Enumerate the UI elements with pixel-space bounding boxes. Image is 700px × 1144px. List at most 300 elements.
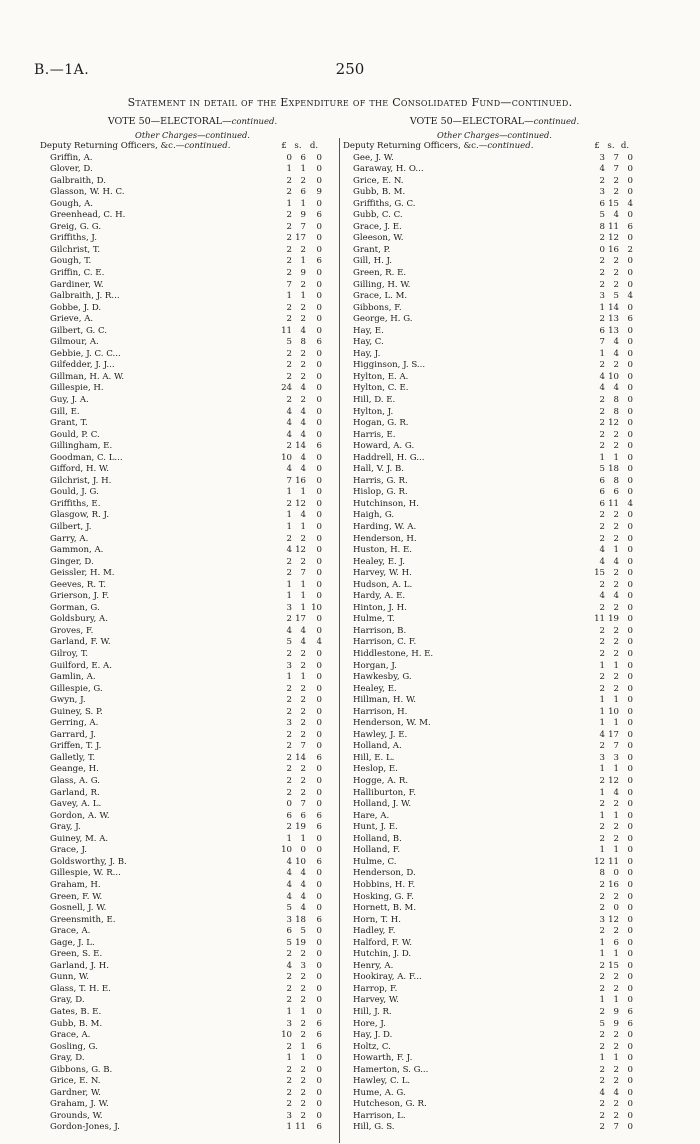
payee-name: Gill, H. J. bbox=[353, 256, 393, 267]
table-row bbox=[343, 522, 646, 534]
amount-pounds: 1 bbox=[599, 706, 605, 717]
table-row bbox=[40, 187, 345, 199]
payee-name: Greig, G. G. bbox=[50, 221, 102, 232]
amount-pence: 0 bbox=[316, 1064, 322, 1075]
amount-pounds: 2 bbox=[599, 360, 605, 371]
amount-pence: 0 bbox=[316, 579, 322, 590]
amount-pence: 0 bbox=[627, 302, 633, 313]
amount-shillings: 1 bbox=[300, 1006, 306, 1017]
unit-pounds: £ bbox=[594, 141, 600, 151]
amount-pounds: 1 bbox=[286, 164, 292, 175]
table-row bbox=[40, 857, 345, 869]
payee-name: Green, F. W. bbox=[50, 891, 103, 902]
amount-pence: 0 bbox=[316, 1087, 322, 1098]
amount-pence: 0 bbox=[316, 949, 322, 960]
table-row bbox=[40, 303, 345, 315]
payee-name: Hume, A. G. bbox=[353, 1087, 406, 1098]
amount-pence: 0 bbox=[627, 348, 633, 359]
payee-name: Guilford, E. A. bbox=[50, 660, 112, 671]
table-row bbox=[343, 707, 646, 719]
payee-name: Hill, D. E. bbox=[353, 394, 396, 405]
amount-shillings: 2 bbox=[613, 1041, 619, 1052]
amount-pence: 6 bbox=[316, 856, 322, 867]
payee-name: Harris, E. bbox=[353, 429, 396, 440]
amount-pounds: 2 bbox=[286, 244, 292, 255]
amount-pounds: 5 bbox=[599, 1018, 605, 1029]
amount-shillings: 1 bbox=[613, 545, 619, 556]
payee-name: Glass, A. G. bbox=[50, 776, 100, 787]
statement-title bbox=[0, 96, 700, 109]
amount-pence: 0 bbox=[627, 960, 633, 971]
amount-pounds: 4 bbox=[599, 591, 605, 602]
table-row bbox=[40, 637, 345, 649]
table-row bbox=[343, 314, 646, 326]
amount-shillings: 15 bbox=[608, 960, 619, 971]
amount-pounds: 11 bbox=[281, 325, 292, 336]
payee-name: Gordon-Jones, J. bbox=[50, 1122, 120, 1133]
payee-name: Guiney, M. A. bbox=[50, 833, 109, 844]
table-row bbox=[40, 1088, 345, 1100]
amount-pence: 0 bbox=[316, 371, 322, 382]
amount-pence: 6 bbox=[316, 822, 322, 833]
amount-pence: 0 bbox=[316, 244, 322, 255]
amount-pence: 0 bbox=[627, 706, 633, 717]
table-row bbox=[40, 718, 345, 730]
table-row bbox=[40, 614, 345, 626]
amount-pence: 0 bbox=[316, 545, 322, 556]
payee-name: Gray, D. bbox=[50, 1053, 85, 1064]
table-row bbox=[40, 222, 345, 234]
table-row bbox=[343, 407, 646, 419]
table-row bbox=[40, 360, 345, 372]
payee-name: Hay, J. bbox=[353, 348, 381, 359]
amount-pounds: 1 bbox=[286, 1053, 292, 1064]
table-row bbox=[343, 176, 646, 188]
amount-pounds: 4 bbox=[599, 545, 605, 556]
amount-pence: 0 bbox=[627, 625, 633, 636]
table-row bbox=[343, 995, 646, 1007]
amount-shillings: 1 bbox=[613, 452, 619, 463]
table-row bbox=[343, 430, 646, 442]
amount-shillings: 1 bbox=[300, 1041, 306, 1052]
amount-pounds: 3 bbox=[599, 152, 605, 163]
table-row bbox=[343, 1030, 646, 1042]
payee-name: Henry, A. bbox=[353, 960, 394, 971]
payee-name: Gilfedder, J. J... bbox=[50, 360, 115, 371]
amount-pounds: 4 bbox=[599, 164, 605, 175]
table-row bbox=[343, 568, 646, 580]
amount-pounds: 3 bbox=[599, 752, 605, 763]
amount-pounds: 4 bbox=[286, 625, 292, 636]
amount-shillings: 2 bbox=[613, 649, 619, 660]
category-text: Deputy Returning Officers, &c.— bbox=[343, 141, 488, 151]
amount-pence: 0 bbox=[627, 845, 633, 856]
payee-name: Hill, G. S. bbox=[353, 1122, 395, 1133]
amount-shillings: 2 bbox=[300, 556, 306, 567]
amount-shillings: 2 bbox=[613, 1030, 619, 1041]
amount-shillings: 4 bbox=[300, 637, 306, 648]
amount-pence: 0 bbox=[316, 960, 322, 971]
amount-shillings: 2 bbox=[613, 187, 619, 198]
table-row bbox=[343, 557, 646, 569]
table-row bbox=[40, 684, 345, 696]
amount-pounds: 4 bbox=[286, 429, 292, 440]
amount-pounds: 2 bbox=[286, 1076, 292, 1087]
payee-name: Gilchrist, T. bbox=[50, 244, 101, 255]
table-row bbox=[40, 557, 345, 569]
vote-heading-left bbox=[40, 115, 345, 129]
payee-name: Gorman, G. bbox=[50, 602, 100, 613]
payee-name: Healey, E. bbox=[353, 683, 397, 694]
amount-pence: 6 bbox=[316, 1030, 322, 1041]
amount-shillings: 2 bbox=[300, 995, 306, 1006]
payee-name: Hutcheson, G. R. bbox=[353, 1099, 427, 1110]
payee-name: Halford, F. W. bbox=[353, 937, 412, 948]
payee-name: Gilmour, A. bbox=[50, 337, 99, 348]
payee-name: Gubb, C. C. bbox=[353, 210, 403, 221]
amount-shillings: 18 bbox=[295, 914, 306, 925]
table-row bbox=[343, 1099, 646, 1111]
amount-pounds: 2 bbox=[599, 418, 605, 429]
amount-shillings: 1 bbox=[613, 764, 619, 775]
payee-name: Hylton, E. A. bbox=[353, 371, 409, 382]
amount-pence: 0 bbox=[627, 799, 633, 810]
amount-shillings: 2 bbox=[613, 799, 619, 810]
payee-name: Gillman, H. A. W. bbox=[50, 371, 125, 382]
amount-shillings: 18 bbox=[608, 464, 619, 475]
amount-shillings: 2 bbox=[613, 891, 619, 902]
table-row bbox=[40, 695, 345, 707]
amount-pounds: 2 bbox=[599, 233, 605, 244]
amount-shillings: 2 bbox=[613, 441, 619, 452]
amount-shillings: 7 bbox=[613, 741, 619, 752]
amount-pence: 0 bbox=[627, 891, 633, 902]
amount-pounds: 2 bbox=[599, 637, 605, 648]
payee-name: Gibbons, G. B. bbox=[50, 1064, 113, 1075]
amount-pounds: 2 bbox=[286, 995, 292, 1006]
payee-name: Gill, E. bbox=[50, 406, 80, 417]
payee-name: Gates, B. E. bbox=[50, 1006, 102, 1017]
amount-shillings: 2 bbox=[613, 568, 619, 579]
amount-pence: 0 bbox=[316, 903, 322, 914]
amount-pence: 0 bbox=[316, 175, 322, 186]
amount-pounds: 2 bbox=[286, 221, 292, 232]
amount-shillings: 10 bbox=[295, 856, 306, 867]
table-row bbox=[343, 337, 646, 349]
amount-pounds: 0 bbox=[599, 244, 605, 255]
amount-pounds: 2 bbox=[599, 799, 605, 810]
amount-shillings: 16 bbox=[295, 475, 306, 486]
payee-name: Harris, G. R. bbox=[353, 475, 408, 486]
amount-pounds: 2 bbox=[599, 522, 605, 532]
payee-name: Gray, J. bbox=[50, 822, 81, 833]
payee-name: Gilbert, G. C. bbox=[50, 325, 107, 336]
payee-name: Glover, D. bbox=[50, 164, 93, 175]
payee-name: Goodman, C. L... bbox=[50, 452, 123, 463]
table-row bbox=[343, 764, 646, 776]
amount-pence: 0 bbox=[627, 1041, 633, 1052]
amount-shillings: 0 bbox=[613, 868, 619, 879]
table-row bbox=[40, 661, 345, 673]
amount-shillings: 6 bbox=[613, 937, 619, 948]
table-row bbox=[343, 187, 646, 199]
payee-name: Grace, A. bbox=[50, 926, 91, 937]
payee-name: Gunn, W. bbox=[50, 972, 89, 983]
payee-name: Gillespie, G. bbox=[50, 683, 103, 694]
table-row bbox=[40, 534, 345, 546]
payee-name: Galbraith, J. R... bbox=[50, 291, 120, 302]
amount-pounds: 2 bbox=[599, 1006, 605, 1017]
amount-pounds: 5 bbox=[286, 337, 292, 348]
amount-pence: 0 bbox=[627, 579, 633, 590]
amount-pence: 0 bbox=[627, 672, 633, 683]
payee-name: Gee, J. W. bbox=[353, 152, 394, 163]
amount-pence: 0 bbox=[627, 833, 633, 844]
amount-shillings: 4 bbox=[300, 891, 306, 902]
amount-pounds: 1 bbox=[599, 845, 605, 856]
amount-pounds: 5 bbox=[286, 903, 292, 914]
unit-pounds: £ bbox=[281, 141, 287, 151]
amount-pence: 6 bbox=[627, 1006, 633, 1017]
amount-shillings: 2 bbox=[300, 729, 306, 740]
table-row bbox=[343, 395, 646, 407]
amount-pounds: 8 bbox=[599, 221, 605, 232]
amount-pence: 2 bbox=[627, 244, 633, 255]
amount-pounds: 2 bbox=[599, 960, 605, 971]
amount-pence: 0 bbox=[316, 729, 322, 740]
payee-name: Harrison, C. F. bbox=[353, 637, 417, 648]
amount-pounds: 1 bbox=[286, 579, 292, 590]
payee-name: Hay, E. bbox=[353, 325, 384, 336]
amount-pence: 0 bbox=[316, 764, 322, 775]
amount-shillings: 19 bbox=[295, 937, 306, 948]
amount-shillings: 2 bbox=[613, 522, 619, 532]
payee-name: Gilbert, J. bbox=[50, 522, 92, 532]
amount-shillings: 7 bbox=[613, 152, 619, 163]
amount-pounds: 1 bbox=[599, 995, 605, 1006]
payee-name: Glass, T. H. E. bbox=[50, 983, 111, 994]
payee-name: Hislop, G. R. bbox=[353, 487, 408, 498]
payee-name: Holland, A. bbox=[353, 741, 402, 752]
table-row bbox=[343, 903, 646, 915]
category-continued: continued. bbox=[184, 141, 231, 151]
amount-shillings: 9 bbox=[300, 267, 306, 278]
amount-pounds: 2 bbox=[599, 672, 605, 683]
payee-name: Hogan, G. R. bbox=[353, 418, 409, 429]
table-row bbox=[343, 222, 646, 234]
amount-pence: 0 bbox=[627, 383, 633, 394]
amount-pounds: 7 bbox=[286, 475, 292, 486]
amount-pence: 4 bbox=[316, 637, 322, 648]
amount-shillings: 4 bbox=[300, 868, 306, 879]
amount-pounds: 4 bbox=[599, 371, 605, 382]
amount-shillings: 14 bbox=[295, 752, 306, 763]
table-row bbox=[40, 730, 345, 742]
amount-pence: 6 bbox=[627, 1018, 633, 1029]
amount-pence: 0 bbox=[316, 452, 322, 463]
amount-pence: 0 bbox=[627, 1099, 633, 1110]
table-row bbox=[343, 730, 646, 742]
amount-shillings: 1 bbox=[613, 1053, 619, 1064]
document-reference: B.—1A. bbox=[34, 62, 90, 78]
payee-name: Gordon, A. W. bbox=[50, 810, 110, 821]
payee-name: Haddrell, H. G... bbox=[353, 452, 425, 463]
payee-name: Gavey, A. L. bbox=[50, 799, 102, 810]
amount-pence: 0 bbox=[627, 267, 633, 278]
amount-shillings: 15 bbox=[608, 198, 619, 209]
amount-shillings: 6 bbox=[300, 187, 306, 198]
table-row bbox=[40, 326, 345, 338]
amount-pounds: 2 bbox=[286, 983, 292, 994]
table-row bbox=[40, 383, 345, 395]
amount-pounds: 1 bbox=[599, 764, 605, 775]
amount-shillings: 2 bbox=[613, 267, 619, 278]
payee-name: Hulme, T. bbox=[353, 614, 395, 625]
amount-pence: 0 bbox=[627, 868, 633, 879]
payee-name: Hawley, J. E. bbox=[353, 729, 408, 740]
payee-name: Glasgow, R. J. bbox=[50, 510, 110, 521]
table-row bbox=[343, 303, 646, 315]
amount-pounds: 1 bbox=[599, 810, 605, 821]
amount-pounds: 2 bbox=[286, 1064, 292, 1075]
amount-pounds: 2 bbox=[599, 1064, 605, 1075]
amount-shillings: 2 bbox=[613, 683, 619, 694]
amount-pounds: 2 bbox=[286, 267, 292, 278]
payee-name: Geeves, R. T. bbox=[50, 579, 106, 590]
payee-name: Gough, A. bbox=[50, 198, 94, 209]
amount-pounds: 2 bbox=[599, 510, 605, 521]
amount-shillings: 11 bbox=[608, 856, 619, 867]
amount-shillings: 10 bbox=[608, 706, 619, 717]
payee-name: Grieve, A. bbox=[50, 314, 94, 325]
payee-name: Gardner, W. bbox=[50, 1087, 101, 1098]
payee-name: Grice, E. N. bbox=[50, 1076, 101, 1087]
payee-name: Green, S. E. bbox=[50, 949, 103, 960]
payee-name: Gobbe, J. D. bbox=[50, 302, 102, 313]
amount-pence: 0 bbox=[627, 787, 633, 798]
amount-pence: 0 bbox=[627, 487, 633, 498]
amount-pence: 0 bbox=[316, 406, 322, 417]
table-row bbox=[40, 372, 345, 384]
payee-name: Hobbins, H. F. bbox=[353, 879, 416, 890]
amount-pence: 0 bbox=[627, 545, 633, 556]
table-row bbox=[343, 326, 646, 338]
amount-pounds: 1 bbox=[599, 348, 605, 359]
amount-pounds: 4 bbox=[286, 406, 292, 417]
table-row bbox=[40, 603, 345, 615]
category-row-right bbox=[343, 141, 646, 153]
amount-pence: 0 bbox=[627, 983, 633, 994]
amount-pounds: 1 bbox=[286, 487, 292, 498]
payee-name: Higginson, J. S... bbox=[353, 360, 426, 371]
amount-pounds: 2 bbox=[286, 533, 292, 544]
table-row bbox=[40, 418, 345, 430]
payee-name: Hore, J. bbox=[353, 1018, 386, 1029]
amount-shillings: 4 bbox=[613, 383, 619, 394]
amount-pounds: 5 bbox=[286, 937, 292, 948]
unit-shillings: s. bbox=[607, 141, 615, 151]
table-row bbox=[40, 591, 345, 603]
amount-shillings: 4 bbox=[613, 591, 619, 602]
amount-shillings: 4 bbox=[613, 210, 619, 221]
amount-pounds: 2 bbox=[599, 983, 605, 994]
amount-pounds: 2 bbox=[599, 602, 605, 613]
amount-pounds: 4 bbox=[599, 556, 605, 567]
table-row bbox=[40, 522, 345, 534]
payee-name: Grounds, W. bbox=[50, 1110, 103, 1121]
amount-shillings: 2 bbox=[613, 579, 619, 590]
amount-shillings: 5 bbox=[300, 926, 306, 937]
amount-shillings: 1 bbox=[613, 995, 619, 1006]
amount-shillings: 7 bbox=[300, 741, 306, 752]
payee-name: Hylton, C. E. bbox=[353, 383, 409, 394]
amount-pounds: 1 bbox=[286, 522, 292, 532]
amount-shillings: 4 bbox=[613, 337, 619, 348]
amount-pence: 0 bbox=[627, 1122, 633, 1133]
payee-name: Hillman, H. W. bbox=[353, 695, 417, 706]
table-row bbox=[343, 164, 646, 176]
amount-pounds: 2 bbox=[286, 949, 292, 960]
payee-name: Hylton, J. bbox=[353, 406, 394, 417]
amount-shillings: 2 bbox=[613, 602, 619, 613]
amount-shillings: 12 bbox=[608, 233, 619, 244]
table-row bbox=[343, 788, 646, 800]
amount-shillings: 11 bbox=[295, 1122, 306, 1133]
amount-shillings: 2 bbox=[300, 787, 306, 798]
table-row bbox=[40, 1099, 345, 1111]
table-row bbox=[343, 233, 646, 245]
amount-pounds: 5 bbox=[599, 464, 605, 475]
payee-name: Hornett, B. M. bbox=[353, 903, 417, 914]
amount-pence: 0 bbox=[316, 164, 322, 175]
amount-pounds: 2 bbox=[599, 256, 605, 267]
payee-name: Hawley, C. L. bbox=[353, 1076, 411, 1087]
amount-pence: 0 bbox=[627, 418, 633, 429]
amount-pounds: 2 bbox=[599, 625, 605, 636]
amount-shillings: 19 bbox=[608, 614, 619, 625]
amount-pence: 6 bbox=[316, 1122, 322, 1133]
amount-shillings: 2 bbox=[300, 279, 306, 290]
amount-pence: 0 bbox=[627, 522, 633, 532]
payee-name: Gardiner, W. bbox=[50, 279, 104, 290]
payee-name: Grace, J. E. bbox=[353, 221, 402, 232]
amount-pounds: 2 bbox=[286, 348, 292, 359]
category-text: Deputy Returning Officers, &c.— bbox=[40, 141, 185, 151]
amount-pounds: 6 bbox=[599, 498, 605, 509]
payee-name: Gilling, H. W. bbox=[353, 279, 411, 290]
amount-pounds: 2 bbox=[599, 429, 605, 440]
amount-pounds: 2 bbox=[286, 302, 292, 313]
subhead-left bbox=[40, 129, 345, 141]
payee-name: Garland, F. W. bbox=[50, 637, 111, 648]
payee-name: Henderson, D. bbox=[353, 868, 416, 879]
table-row bbox=[40, 788, 345, 800]
table-row bbox=[40, 430, 345, 442]
payee-name: Heslop, E. bbox=[353, 764, 398, 775]
table-row bbox=[40, 1019, 345, 1031]
amount-shillings: 8 bbox=[613, 394, 619, 405]
table-row bbox=[40, 487, 345, 499]
vote-heading-right bbox=[343, 115, 646, 129]
amount-shillings: 11 bbox=[608, 221, 619, 232]
amount-shillings: 2 bbox=[300, 983, 306, 994]
amount-pounds: 5 bbox=[286, 637, 292, 648]
amount-pounds: 2 bbox=[286, 233, 292, 244]
page-number: 250 bbox=[335, 60, 365, 78]
amount-shillings: 4 bbox=[300, 406, 306, 417]
amount-shillings: 2 bbox=[300, 764, 306, 775]
amount-pounds: 3 bbox=[599, 914, 605, 925]
